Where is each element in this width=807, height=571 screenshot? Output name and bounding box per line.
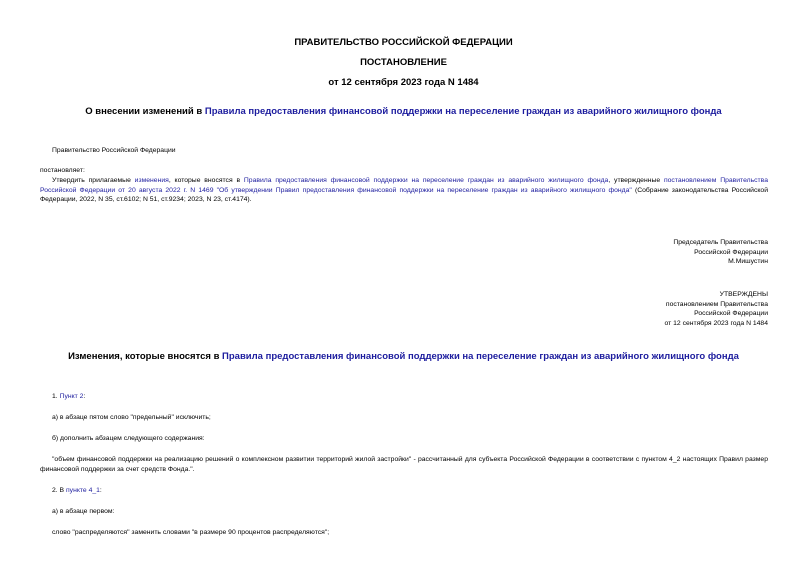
approved-by: постановлением Правительства <box>665 300 768 308</box>
document-title-rules-link[interactable]: Правила предоставления финансовой поддержки на переселение граждан из аварийного жилищного фонда <box>204 106 722 117</box>
approve-text-mid1: , которые вносятся в <box>168 177 244 184</box>
changes-link[interactable]: изменения <box>134 177 169 184</box>
item-1a: а) в абзаце пятом слово "предельный" исключить; <box>52 414 211 421</box>
item-2-point-link[interactable]: пункте 4_1 <box>65 487 100 494</box>
item-1-point-link[interactable]: Пункт 2 <box>59 393 84 400</box>
item-2-heading <box>52 486 102 496</box>
document-date-number: от 12 сентября 2023 года N 1484 <box>328 77 479 88</box>
government-heading: ПРАВИТЕЛЬСТВО РОССИЙСКОЙ ФЕДЕРАЦИИ <box>294 37 513 48</box>
signature-title: Председатель Правительства <box>673 239 768 246</box>
approval-stamp-block <box>500 290 768 328</box>
item-1-heading <box>52 392 85 402</box>
signature-name: М.Мишустин <box>728 258 768 266</box>
changes-title-prefix: Изменения, которые вносятся в <box>68 351 223 362</box>
preamble-authority: Правительство Российской Федерации <box>52 147 176 154</box>
rules-link[interactable]: Правила предоставления финансовой поддержки на переселение граждан из аварийного жилищного фонда <box>243 177 609 184</box>
item-1-colon: : <box>83 393 86 400</box>
signature-block <box>500 238 768 267</box>
document-title-prefix: О внесении изменений в <box>85 106 205 117</box>
approve-text-mid2: , утвержденные <box>608 177 664 184</box>
item-1-quote: "объем финансовой поддержки на реализацию решений о комплексном развитии территорий жилой застройки" - рассчитанный для субъекта Российской Федерации в соответствии с пунктом 4_2 настоящих Правил размер финансовой поддержки за счет средств Фонда.". <box>40 456 768 473</box>
approve-text-start: Утвердить прилагаемые <box>52 177 135 184</box>
document-type-heading: ПОСТАНОВЛЕНИЕ <box>360 57 447 68</box>
approve-text-end: (Собрание законодательства Российской Федерации, 2022, N 35, ст.6102; N 51, ст.9234; 2023, N 23, ст.4174). <box>40 186 769 204</box>
approved-heading: УТВЕРЖДЕНЫ <box>719 291 768 298</box>
item-2a-text: слово "распределяются" заменить словами "в размере 90 процентов распределяются"; <box>52 529 330 536</box>
approved-date-number: от 12 сентября 2023 года N 1484 <box>664 319 768 327</box>
preamble-resolves: постановляет: <box>40 167 85 174</box>
item-2a: а) в абзаце первом: <box>52 508 115 515</box>
item-2-colon: : <box>99 487 102 494</box>
changes-title <box>0 351 807 362</box>
approved-country: Российской Федерации <box>694 310 768 318</box>
item-1-number: 1. <box>52 393 60 400</box>
resolution-1469-link[interactable]: постановлением Правительства Российской Федерации от 20 августа 2022 г. N 1469 "Об утверждении Правил предоставления финансовой поддержки на переселение граждан из аварийного жилищного фонда" <box>40 177 768 194</box>
signature-country: Российской Федерации <box>694 248 768 256</box>
document-title <box>0 106 807 117</box>
item-1b: б) дополнить абзацем следующего содержания: <box>52 435 205 442</box>
approve-paragraph <box>40 176 768 205</box>
item-2-number: 2. В <box>52 487 66 494</box>
changes-title-rules-link[interactable]: Правила предоставления финансовой поддержки на переселение граждан из аварийного жилищного фонда <box>222 351 739 362</box>
